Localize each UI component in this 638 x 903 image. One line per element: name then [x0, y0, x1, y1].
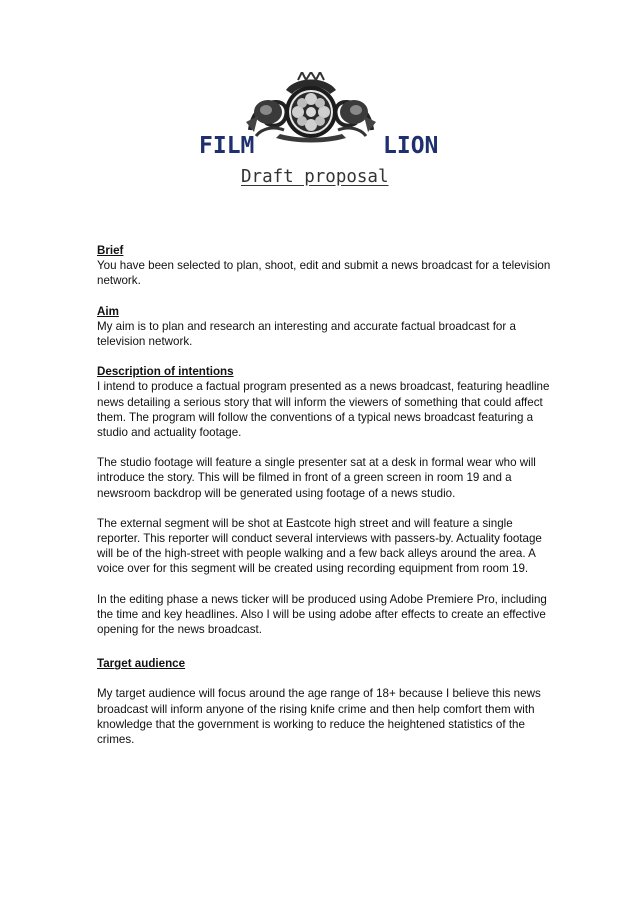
- aim-heading: Aim: [97, 304, 119, 318]
- intentions-paragraph: The external segment will be shot at Eastcote high street and will feature a single reporter. This reporter will conduct several interviews with passers-by. Actuality footage will be of the high-street with people walking and a few back alleys around the area. A voice over for this segment will be created using recording equipment from room 19.: [97, 516, 542, 576]
- document-title: Draft proposal: [241, 167, 389, 187]
- film-reel-lion-emblem-icon: [246, 72, 376, 144]
- brand-name-left: FILM: [199, 133, 255, 159]
- brand-name-right: LION: [383, 133, 439, 159]
- intentions-paragraph: In the editing phase a news ticker will be produced using Adobe Premiere Pro, including the time and key headlines. Also I will be using adobe after effects to create an effective opening for the news broadcast.: [97, 592, 547, 637]
- brief-heading: Brief: [97, 244, 124, 257]
- aim-text: My aim is to plan and research an interesting and accurate factual broadcast for a television network.: [97, 319, 516, 349]
- document-body: [97, 243, 557, 747]
- intentions-paragraph: The studio footage will feature a single presenter sat at a desk in formal wear who will introduce the story. This will be filmed in front of a green screen in room 19 and a newsroom backdrop will be generated using footage of a news studio.: [97, 456, 536, 500]
- target-audience-heading: Target audience: [97, 657, 186, 671]
- intentions-paragraph: I intend to produce a factual program presented as a news broadcast, featuring headline news detailing a serious story that will inform the viewers of something that could affect them. The program will follow the conventions of a typical news broadcast featuring a studio and actuality footage.: [97, 380, 550, 440]
- intentions-heading: Description of intentions: [97, 365, 234, 379]
- brief-text: You have been selected to plan, shoot, edit and submit a news broadcast for a television network.: [97, 259, 551, 288]
- target-audience-text: My target audience will focus around the age range of 18+ because I believe this news broadcast will inform anyone of the rising knife crime and then help comfort them with knowledge that the government is working to reduce the heightened statistics of the crimes.: [97, 687, 541, 747]
